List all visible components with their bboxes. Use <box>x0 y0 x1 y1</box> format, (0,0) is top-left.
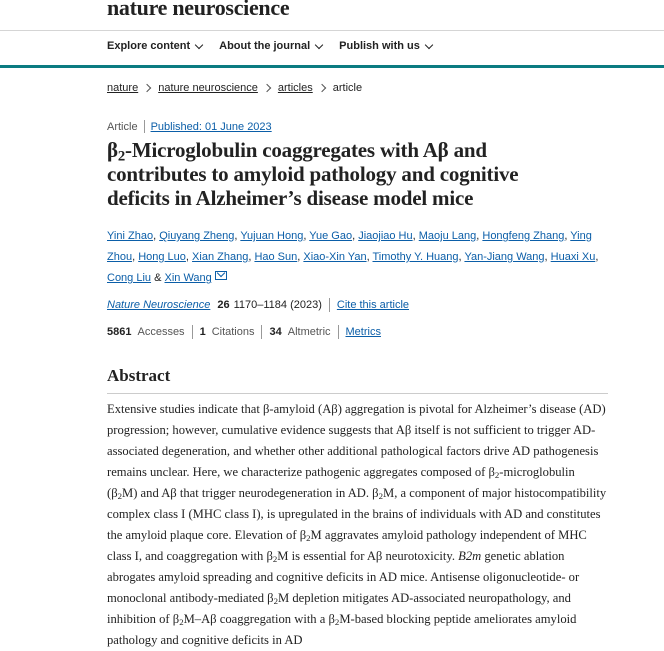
subscript: 2 <box>494 470 500 481</box>
subscript: 2 <box>334 617 340 628</box>
author-link[interactable]: Cong Liu <box>107 272 152 284</box>
abstract-heading: Abstract <box>107 366 171 385</box>
abstract-segment: M–Aβ coaggregation with a β <box>183 612 335 626</box>
subscript: 2 <box>306 533 311 544</box>
citations-label: Citations <box>211 326 255 338</box>
author-link[interactable]: Xin Wang <box>164 272 212 284</box>
cite-this-article-link[interactable]: Cite this article <box>336 299 410 311</box>
breadcrumb-nature[interactable]: nature <box>107 82 139 94</box>
author-link[interactable]: Hao Sun <box>254 251 298 263</box>
breadcrumb-current: article <box>332 82 363 94</box>
breadcrumb-nature-neuroscience[interactable]: nature neuroscience <box>158 82 258 94</box>
divider <box>261 325 262 339</box>
abstract-segment: M-based blocking peptide ameliorates amyloid pathology and cognitive deficits in AD <box>107 612 577 647</box>
chevron-right-icon <box>263 84 271 92</box>
abstract-segment: Extensive studies indicate that β-amyloid (Aβ) aggregation is pivotal for Alzheimer’s disease (AD) progression; however, cumulative evidence suggests that Aβ itself is not sufficient to trigger AD-associated degeneration, and whether other additional pathological factors drive AD pathogenesis remains unclear. Here, we characterize pathogenic aggregates composed of β <box>107 402 606 479</box>
article-metrics <box>107 325 381 339</box>
email-icon[interactable] <box>215 271 227 280</box>
article-meta <box>107 120 272 133</box>
abstract-segment: -microglobulin (β <box>107 465 575 500</box>
subscript: 2 <box>273 596 278 607</box>
abstract-segment: M, a component of major histocompatibility complex class I (MHC class I), is upregulated in the brains of individuals with AD and constitutes the amyloid plaque core. Elevation of β <box>107 486 607 542</box>
chevron-down-icon <box>195 40 203 48</box>
subscript: 2 <box>179 617 184 628</box>
abstract-divider <box>107 393 608 394</box>
chevron-down-icon <box>425 40 433 48</box>
brand-logo[interactable]: nature neuroscience <box>107 0 290 20</box>
gene-name: B2m <box>458 549 482 563</box>
abstract-text <box>107 399 607 651</box>
abstract-segment: M) and Aβ that trigger neurodegeneration in AD. β <box>122 486 379 500</box>
author-link[interactable]: Yan-Jiang Wang <box>464 251 545 263</box>
nav-about-journal-label: About the journal <box>219 40 311 52</box>
author-link[interactable]: Yujuan Hong <box>240 230 304 242</box>
chevron-right-icon <box>317 84 325 92</box>
divider <box>329 298 330 312</box>
accesses-count: 5861 <box>107 326 132 338</box>
title-subscript: 2 <box>117 148 126 165</box>
nav-explore-content[interactable] <box>107 40 202 52</box>
abstract-segment: M is essential for Aβ neurotoxicity. <box>277 549 459 563</box>
author-link[interactable]: Xiao-Xin Yan <box>303 251 367 263</box>
title-beta: β <box>107 138 118 162</box>
citations-count: 1 <box>199 326 206 338</box>
subscript: 2 <box>272 554 278 565</box>
nav-publish-with-us[interactable] <box>339 40 432 52</box>
published-date-link[interactable]: Published: 01 June 2023 <box>150 120 272 133</box>
main-nav <box>107 40 432 52</box>
title-rest: -Microglobulin coaggregates with Aβ and contributes to amyloid pathology and cognitive deficits in Alzheimer’s disease model mice <box>107 138 519 210</box>
breadcrumb-articles[interactable]: articles <box>277 82 313 94</box>
metrics-link[interactable]: Metrics <box>345 326 381 338</box>
author-link[interactable]: Maoju Lang <box>418 230 477 242</box>
journal-link[interactable]: Nature Neuroscience <box>107 299 211 311</box>
author-link[interactable]: Qiuyang Zheng <box>159 230 235 242</box>
author-list: Yini Zhao, Qiuyang Zheng, Yujuan Hong, Yue Gao, Jiaojiao Hu, Maoju Lang, Hongfeng Zhang, Ying Zhou, Hong Luo, Xian Zhang, Hao Sun, Xiao-Xin Yan, Timothy Y. Huang, Yan-Jiang Wang, Huaxi Xu, Cong Liu & Xin Wang <box>107 230 599 284</box>
divider <box>192 325 193 339</box>
divider <box>144 120 145 133</box>
author-link[interactable]: Xian Zhang <box>192 251 249 263</box>
abstract-segment: M aggravates amyloid pathology independent of MHC class I, and coaggregation with β <box>107 528 587 563</box>
nav-publish-with-us-label: Publish with us <box>339 40 420 52</box>
divider <box>338 325 339 339</box>
nav-accent-bar <box>0 65 664 68</box>
author-link[interactable]: Ying Zhou <box>107 230 592 263</box>
altmetric-count: 34 <box>269 326 282 338</box>
altmetric-label: Altmetric <box>287 326 331 338</box>
article-title <box>107 138 577 210</box>
article-type: Article <box>107 120 138 133</box>
author-link[interactable]: Yue Gao <box>309 230 353 242</box>
accesses-label: Accesses <box>137 326 185 338</box>
chevron-right-icon <box>143 84 151 92</box>
nav-explore-content-label: Explore content <box>107 40 191 52</box>
author-link[interactable]: Hongfeng Zhang <box>482 230 565 242</box>
header-divider <box>0 30 664 31</box>
chevron-down-icon <box>315 40 323 48</box>
breadcrumb <box>107 82 362 94</box>
nav-about-journal[interactable] <box>219 40 322 52</box>
author-link[interactable]: Yini Zhao <box>107 230 154 242</box>
subscript: 2 <box>117 491 123 502</box>
author-link[interactable]: Hong Luo <box>138 251 186 263</box>
author-link[interactable]: Huaxi Xu <box>550 251 596 263</box>
author-link[interactable]: Jiaojiao Hu <box>358 230 413 242</box>
pages: 1170–1184 (2023) <box>233 299 322 311</box>
abstract-segment: genetic ablation abrogates amyloid spreading and cognitive deficits in AD mice. Antisense oligonucleotide- or monoclonal antibody-mediated β <box>107 549 580 605</box>
volume: 26 <box>217 299 230 311</box>
abstract-segment: M depletion mitigates AD-associated neuropathology, and inhibition of β <box>107 591 571 626</box>
citation-line <box>107 298 409 312</box>
author-link[interactable]: Timothy Y. Huang <box>372 251 459 263</box>
subscript: 2 <box>378 491 384 502</box>
